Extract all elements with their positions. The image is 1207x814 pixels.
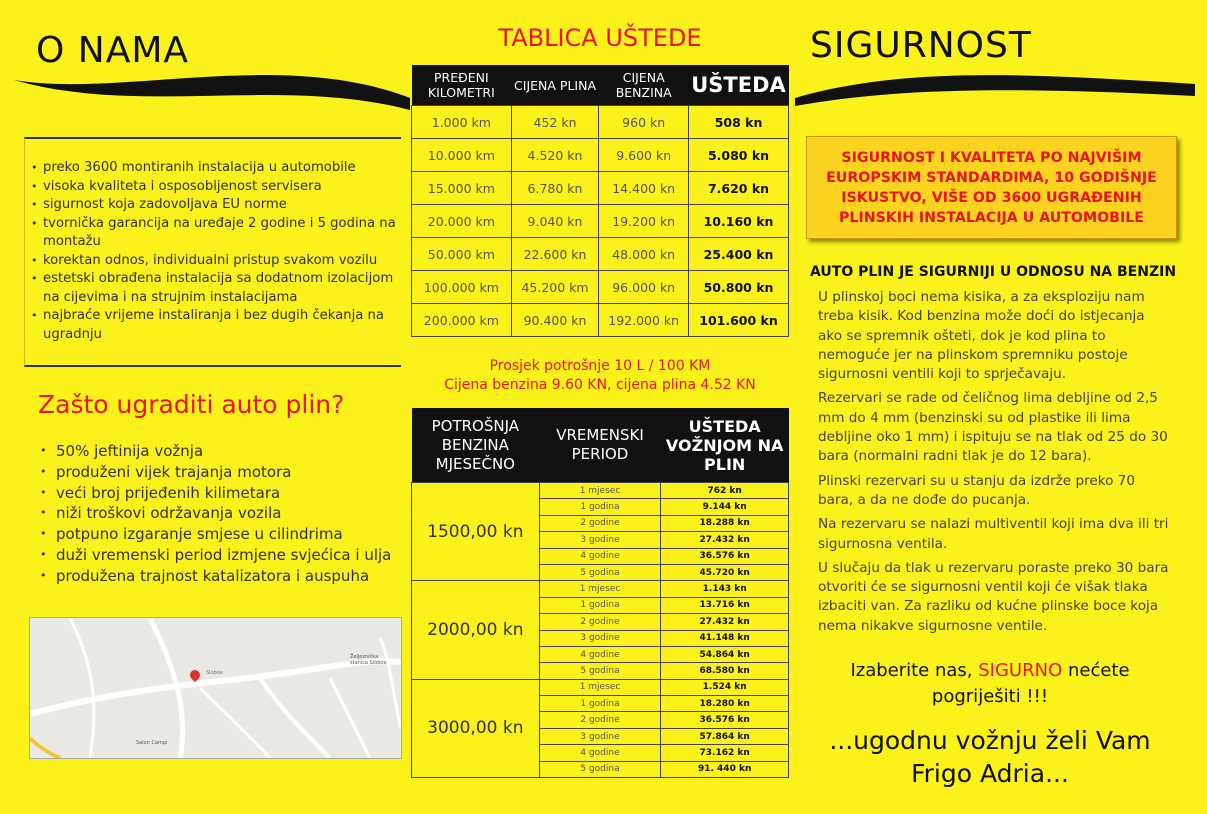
table-cell: 2 godine bbox=[539, 712, 661, 728]
table-cell: 762 kn bbox=[661, 483, 789, 499]
why-item: • veći broj prijeđenih kilimetara bbox=[40, 483, 400, 504]
table-cell: 57.864 kn bbox=[661, 728, 789, 744]
table-cell: 22.600 kn bbox=[511, 238, 599, 271]
table-cell: 1.000 km bbox=[412, 106, 512, 139]
table-cell: 36.576 kn bbox=[661, 548, 789, 564]
table-cell: 54.864 kn bbox=[661, 646, 789, 662]
safety-title: SIGURNOST bbox=[810, 25, 1032, 66]
note-consumption: Prosjek potrošnje 10 L / 100 KM bbox=[489, 358, 711, 374]
table-cell: 192.000 kn bbox=[599, 304, 689, 337]
table-row bbox=[412, 271, 789, 304]
safety-paragraph: U plinskoj boci nema kisika, a za eksploziju nam treba kisik. Kod benzina može doći do istjecanja ako se spremnik ošteti, dok je kod plina to nemoguće jer na plinskom spremniku postoje sigurnosni ventili koji to sprječavaju. bbox=[818, 289, 1145, 383]
table-cell: 20.000 km bbox=[412, 205, 512, 238]
table-cell: 27.432 kn bbox=[661, 532, 789, 548]
table-cell: 90.400 kn bbox=[511, 304, 599, 337]
about-list bbox=[31, 159, 403, 344]
table-cell: 68.580 kn bbox=[661, 663, 789, 679]
table-cell: 48.000 kn bbox=[599, 238, 689, 271]
table-row bbox=[412, 205, 789, 238]
choose-post: nećete bbox=[1062, 660, 1130, 681]
table-cell: 41.148 kn bbox=[661, 630, 789, 646]
table-cell: 27.432 kn bbox=[661, 614, 789, 630]
table-cell: 19.200 kn bbox=[599, 205, 689, 238]
choose-line-2: pogriješiti !!! bbox=[931, 686, 1049, 707]
safety-paragraph: Plinski rezervari su u stanju da izdrže preko 70 bara, a da ne dođe do pucanja. bbox=[818, 472, 1136, 508]
table-cell: 4 godine bbox=[539, 646, 661, 662]
why-item: • produženi vijek trajanja motora bbox=[40, 462, 400, 483]
table-cell: 5 godina bbox=[539, 663, 661, 679]
table-cell: 1 mjesec bbox=[539, 679, 661, 695]
table-row bbox=[412, 172, 789, 205]
about-item: • tvornička garancija na uređaje 2 godine i 5 godina na montažu bbox=[31, 215, 403, 252]
table-cell: 1.524 kn bbox=[661, 679, 789, 695]
why-item: • 50% jeftinija vožnja bbox=[40, 441, 400, 462]
table-cell: 3 godine bbox=[539, 532, 661, 548]
monthly-header-cell: POTROŠNJA BENZINA MJESEČNO bbox=[412, 408, 540, 483]
about-item: • korektan odnos, individualni pristup svakom vozilu bbox=[31, 252, 403, 271]
table-cell: 101.600 kn bbox=[689, 304, 789, 337]
table-row bbox=[412, 679, 789, 695]
table-cell: 96.000 kn bbox=[599, 271, 689, 304]
safety-subheading: AUTO PLIN JE SIGURNIJI U ODNOSU NA BENZIN bbox=[810, 264, 1177, 280]
table-cell: 2 godine bbox=[539, 515, 661, 531]
why-list bbox=[40, 441, 400, 587]
table-cell: 5 godina bbox=[539, 564, 661, 580]
safety-paragraph: Rezervari se rade od čeličnog lima debljine od 2,5 mm do 4 mm (benzinski su od plastike ili lima debljine oko 1 mm) i ispituju se na tlak od 25 do 30 bara (normalni radni tlak je do 12 bara). bbox=[818, 390, 1168, 465]
savings-header-cell: PREĐENI KILOMETRI bbox=[412, 65, 512, 106]
closing-line-2: Frigo Adria... bbox=[911, 759, 1069, 788]
map[interactable] bbox=[29, 617, 402, 759]
table-cell: 4 godine bbox=[539, 745, 661, 761]
map-label-street: Sloboe bbox=[206, 670, 223, 676]
table-cell: 9.600 kn bbox=[599, 139, 689, 172]
table-cell: 100.000 km bbox=[412, 271, 512, 304]
table-row bbox=[412, 581, 789, 597]
table-cell: 10.160 kn bbox=[689, 205, 789, 238]
savings-table bbox=[411, 65, 789, 337]
table-cell: 4.520 kn bbox=[511, 139, 599, 172]
about-item: • najbraće vrijeme instaliranja i bez dugih čekanja na ugradnju bbox=[31, 307, 403, 344]
table-row bbox=[412, 304, 789, 337]
table-row bbox=[412, 106, 789, 139]
table-cell: 50.000 km bbox=[412, 238, 512, 271]
table-cell: 25.400 kn bbox=[689, 238, 789, 271]
about-item: • sigurnost koja zadovoljava EU norme bbox=[31, 196, 403, 215]
table-row bbox=[412, 139, 789, 172]
monthly-amount-cell: 2000,00 kn bbox=[412, 581, 540, 679]
table-cell: 14.400 kn bbox=[599, 172, 689, 205]
savings-title: TABLICA UŠTEDE bbox=[498, 24, 702, 52]
savings-header-cell: CIJENA PLINA bbox=[511, 65, 599, 106]
savings-header-cell: CIJENA BENZINA bbox=[599, 65, 689, 106]
table-cell: 9.144 kn bbox=[661, 499, 789, 515]
savings-header-cell: UŠTEDA bbox=[689, 65, 789, 106]
table-cell: 45.200 km bbox=[511, 271, 599, 304]
monthly-savings-table bbox=[411, 408, 789, 778]
why-item: • duži vremenski period izmjene svjećica i ulja bbox=[40, 545, 400, 566]
about-box bbox=[24, 137, 401, 367]
monthly-header-cell: VREMENSKI PERIOD bbox=[539, 408, 661, 483]
choose-red: SIGURNO bbox=[978, 660, 1063, 681]
table-cell: 1 godina bbox=[539, 499, 661, 515]
table-cell: 1 mjesec bbox=[539, 483, 661, 499]
table-cell: 50.800 kn bbox=[689, 271, 789, 304]
why-title: Zašto ugraditi auto plin? bbox=[38, 390, 345, 419]
table-cell: 10.000 km bbox=[412, 139, 512, 172]
table-row bbox=[412, 483, 789, 499]
table-cell: 960 kn bbox=[599, 106, 689, 139]
table-cell: 18.288 kn bbox=[661, 515, 789, 531]
savings-table-header bbox=[412, 65, 789, 106]
swoosh-left bbox=[0, 58, 410, 118]
table-cell: 6.780 kn bbox=[511, 172, 599, 205]
safety-paragraphs bbox=[818, 288, 1170, 641]
table-cell: 5.080 kn bbox=[689, 139, 789, 172]
monthly-amount-cell: 1500,00 kn bbox=[412, 483, 540, 581]
table-cell: 508 kn bbox=[689, 106, 789, 139]
table-cell: 1 godina bbox=[539, 597, 661, 613]
table-cell: 36.576 kn bbox=[661, 712, 789, 728]
table-cell: 91. 440 kn bbox=[661, 761, 789, 777]
table-cell: 5 godina bbox=[539, 761, 661, 777]
table-cell: 200.000 km bbox=[412, 304, 512, 337]
safety-highlight-box bbox=[806, 136, 1177, 239]
table-cell: 2 godine bbox=[539, 614, 661, 630]
map-label-salon: Salon Campi bbox=[136, 740, 168, 746]
table-cell: 1 godina bbox=[539, 696, 661, 712]
why-item: • produžena trajnost katalizatora i auspuha bbox=[40, 566, 400, 587]
monthly-header-cell: UŠTEDA VOŽNJOM NA PLIN bbox=[661, 408, 789, 483]
table-cell: 3 godine bbox=[539, 630, 661, 646]
closing-line-1: ...ugodnu vožnju želi Vam bbox=[829, 726, 1151, 755]
monthly-amount-cell: 3000,00 kn bbox=[412, 679, 540, 777]
table-cell: 4 godine bbox=[539, 548, 661, 564]
about-item: • estetski obrađena instalacija sa dodatnom izolacijom na cijevima i na strujnim instalacijama bbox=[31, 270, 403, 307]
note-prices: Cijena benzina 9.60 KN, cijena plina 4.52 KN bbox=[444, 377, 756, 393]
swoosh-right bbox=[795, 60, 1207, 116]
table-cell: 3 godine bbox=[539, 728, 661, 744]
why-item: • potpuno izgaranje smjese u cilindrima bbox=[40, 524, 400, 545]
about-item: • preko 3600 montiranih instalacija u automobile bbox=[31, 159, 403, 178]
table-row bbox=[412, 238, 789, 271]
table-cell: 13.716 kn bbox=[661, 597, 789, 613]
map-label-station: Željeznička stanica Sloboe bbox=[350, 654, 387, 666]
table-cell: 73.162 kn bbox=[661, 745, 789, 761]
choose-pre: Izaberite nas, bbox=[850, 660, 979, 681]
table-cell: 45.720 kn bbox=[661, 564, 789, 580]
map-roads bbox=[30, 618, 401, 758]
safety-paragraph: U slučaju da tlak u rezervaru poraste preko 30 bara otvoriti će se sigurnosni ventil koji će višak tlaka izbaciti van. Za razliku od kućne plinske boce koja nema nikakve sigurnosne ventile. bbox=[818, 559, 1169, 634]
why-item: • niži troškovi održavanja vozila bbox=[40, 503, 400, 524]
table-cell: 7.620 kn bbox=[689, 172, 789, 205]
monthly-table-header bbox=[412, 408, 789, 483]
table-cell: 1 mjesec bbox=[539, 581, 661, 597]
about-title: O NAMA bbox=[36, 30, 190, 71]
safety-highlight-text: SIGURNOST I KVALITETA PO NAJVIŠIM EUROPSKIM STANDARDIMA, 10 GODIŠNJE ISKUSTVO, VIŠE OD 3600 UGRAĐENIH PLINSKIH INSTALACIJA U AUTOMOBILE bbox=[826, 149, 1157, 226]
table-cell: 1.143 kn bbox=[661, 581, 789, 597]
table-cell: 9.040 kn bbox=[511, 205, 599, 238]
about-item: • visoka kvaliteta i osposobljenost servisera bbox=[31, 178, 403, 197]
table-cell: 452 kn bbox=[511, 106, 599, 139]
safety-paragraph: Na rezervaru se nalazi multiventil koji ima dva ili tri sigurnosna ventila. bbox=[818, 516, 1169, 552]
table-cell: 15.000 km bbox=[412, 172, 512, 205]
choose-line bbox=[810, 660, 1170, 681]
table-cell: 18.280 kn bbox=[661, 696, 789, 712]
